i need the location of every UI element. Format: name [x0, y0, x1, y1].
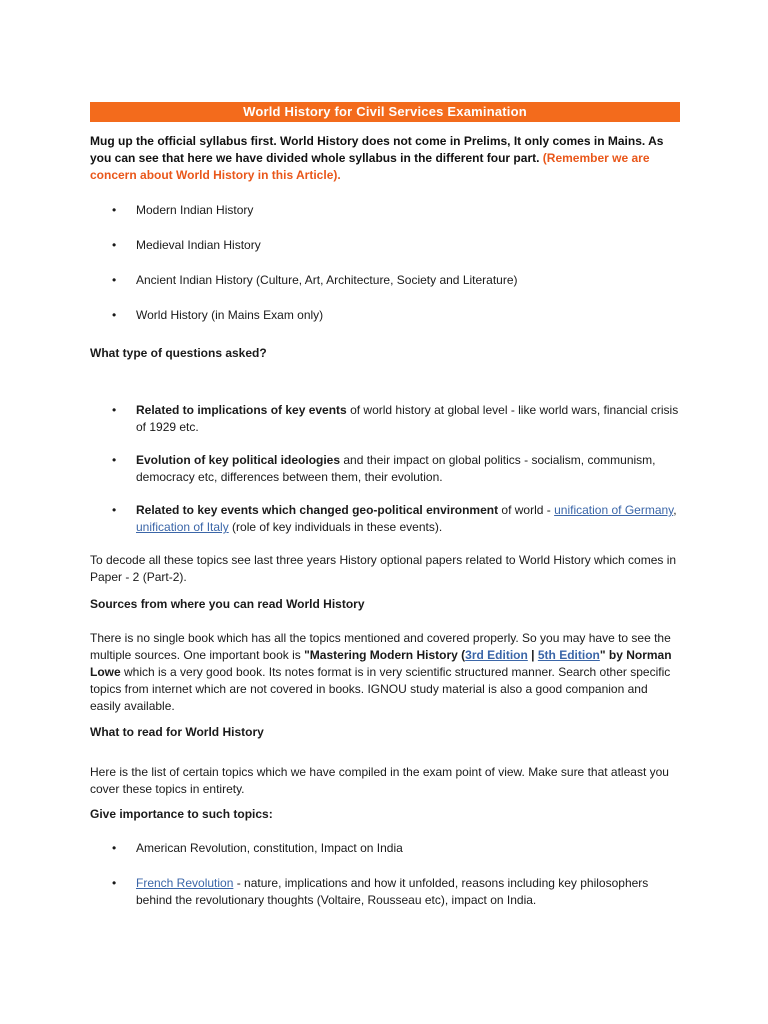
third-edition-link[interactable]: 3rd Edition — [465, 648, 528, 662]
book-author: " by Norman Lowe — [90, 648, 672, 679]
bullet-icon: • — [112, 841, 117, 855]
bullet-icon: • — [112, 203, 117, 217]
list-item — [90, 502, 680, 536]
list-item — [90, 307, 680, 324]
list-item — [90, 237, 680, 254]
bullet-icon: • — [112, 453, 117, 467]
list-item — [90, 452, 680, 486]
question-type-title: Related to key events which changed geo-political environment — [136, 503, 499, 517]
bullet-icon: • — [112, 403, 117, 417]
sources-heading: Sources from where you can read World History — [90, 597, 365, 611]
syllabus-list — [90, 202, 680, 324]
bullet-icon: • — [112, 238, 117, 252]
question-types-list — [90, 402, 680, 536]
separator-text: | — [527, 648, 538, 662]
list-item — [90, 875, 680, 909]
what-to-read-heading: What to read for World History — [90, 725, 264, 739]
importance-heading: Give importance to such topics: — [90, 807, 273, 821]
sources-paragraph — [90, 630, 680, 715]
decode-paragraph: To decode all these topics see last three years History optional papers related to World History which comes in Paper - 2 (Part-2). — [90, 553, 677, 584]
topic-text: - nature, implications and how it unfolded, reasons including key philosophers behind the revolutionary thoughts (Voltaire, Rousseau etc), impact on India. — [136, 876, 649, 907]
bullet-icon: • — [112, 308, 117, 322]
separator-text: , — [673, 503, 677, 517]
question-type-text: (role of key individuals in these events). — [228, 520, 443, 534]
list-item-text: World History (in Mains Exam only) — [136, 308, 324, 322]
page-title: World History for Civil Services Examination — [90, 102, 680, 122]
document-page — [90, 102, 680, 909]
list-item — [90, 402, 680, 436]
sources-text: which is a very good book. Its notes format is in very scientific structured manner. Search other specific topics from internet which are not covered in books. IGNOU study material is also a good companion and easily available. — [90, 665, 671, 713]
intro-text: Mug up the official syllabus first. World History does not come in Prelims, It only comes in Mains. As you can see that here we have divided whole syllabus in the different four part. — [90, 134, 664, 165]
intro-paragraph — [90, 133, 680, 184]
unification-of-italy-link[interactable]: unification of Italy — [136, 520, 229, 534]
sources-text: There is no single book which has all the topics mentioned and covered properly. So you may have to see the multiple sources. One important book is — [90, 631, 671, 662]
book-title: "Mastering Modern History ( — [304, 648, 466, 662]
bullet-icon: • — [112, 503, 117, 517]
intro-highlight: (Remember we are concern about World History in this Article). — [90, 151, 650, 182]
topic-text: American Revolution, constitution, Impact on India — [136, 841, 403, 855]
question-type-text: of world - — [498, 503, 555, 517]
list-item — [90, 202, 680, 219]
topics-list — [90, 840, 680, 909]
question-type-text: and their impact on global politics - socialism, communism, democracy etc, differences between them, their evolution. — [136, 453, 656, 484]
list-item-text: Medieval Indian History — [136, 238, 261, 252]
french-revolution-link[interactable]: French Revolution — [136, 876, 234, 890]
question-type-title: Related to implications of key events — [136, 403, 347, 417]
list-item — [90, 840, 680, 857]
list-item-text: Ancient Indian History (Culture, Art, Architecture, Society and Literature) — [136, 273, 518, 287]
bullet-icon: • — [112, 273, 117, 287]
fifth-edition-link[interactable]: 5th Edition — [537, 648, 600, 662]
question-type-title: Evolution of key political ideologies — [136, 453, 341, 467]
question-type-text: of world history at global level - like world wars, financial crisis of 1929 etc. — [136, 403, 679, 434]
list-item — [90, 272, 680, 289]
list-item-text: Modern Indian History — [136, 203, 254, 217]
unification-of-germany-link[interactable]: unification of Germany — [554, 503, 674, 517]
bullet-icon: • — [112, 876, 117, 890]
questions-heading: What type of questions asked? — [90, 346, 267, 360]
what-to-read-paragraph: Here is the list of certain topics which we have compiled in the exam point of view. Make sure that atleast you cover these topics in entirety. — [90, 765, 669, 796]
